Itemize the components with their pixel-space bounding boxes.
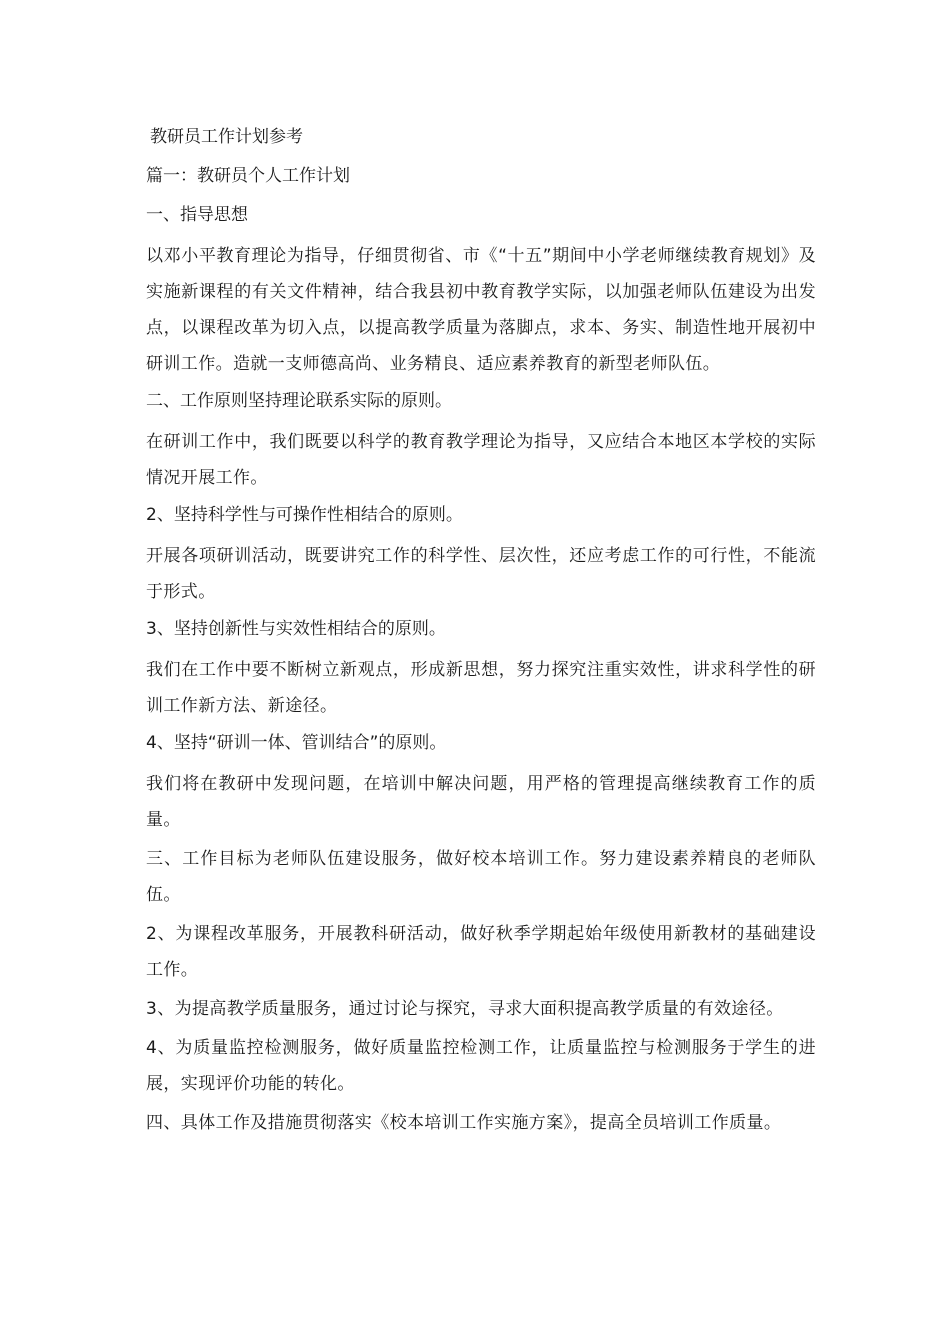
list-paragraph: 2、为课程改革服务，开展教科研活动，做好秋季学期起始年级使用新教材的基础建设工作。 [146, 924, 816, 980]
paragraph: 开展各项研训活动，既要讲究工作的科学性、层次性，还应考虑工作的可行性，不能流于形式。 [146, 546, 816, 602]
document-title: 教研员工作计划参考 [150, 127, 303, 147]
section-heading: 二、工作原则坚持理论联系实际的原则。 [146, 391, 452, 411]
paragraph: 在研训工作中，我们既要以科学的教育教学理论为指导，又应结合本地区本学校的实际情况开展工作。 [146, 432, 816, 488]
paragraph: 以邓小平教育理论为指导，仔细贯彻省、市《“十五”期间中小学老师继续教育规划》及实施新课程的有关文件精神，结合我县初中教育教学实际，以加强老师队伍建设为出发点，以课程改革为切入点，以提高教学质量为落脚点，求本、务实、制造性地开展初中研训工作。造就一支师德高尚、业务精良、适应素养教育的新型老师队伍。 [146, 246, 816, 374]
section-paragraph: 三、工作目标为老师队伍建设服务，做好校本培训工作。努力建设素养精良的老师队伍。 [146, 849, 816, 905]
paragraph: 我们将在教研中发现问题，在培训中解决问题，用严格的管理提高继续教育工作的质量。 [146, 774, 816, 830]
section-paragraph: 四、具体工作及措施贯彻落实《校本培训工作实施方案》，提高全员培训工作质量。 [146, 1113, 782, 1133]
section-heading: 篇一：教研员个人工作计划 [146, 166, 350, 186]
list-item: 3、坚持创新性与实效性相结合的原则。 [146, 619, 446, 639]
paragraph: 我们在工作中要不断树立新观点，形成新思想，努力探究注重实效性，讲求科学性的研训工作新方法、新途径。 [146, 660, 816, 716]
list-item: 2、坚持科学性与可操作性相结合的原则。 [146, 505, 463, 525]
list-paragraph: 4、为质量监控检测服务，做好质量监控检测工作，让质量监控与检测服务于学生的进展，实现评价功能的转化。 [146, 1038, 816, 1094]
section-heading: 一、指导思想 [146, 205, 248, 225]
document-content [146, 121, 816, 1144]
list-paragraph: 3、为提高教学质量服务，通过讨论与探究，寻求大面积提高教学质量的有效途径。 [146, 999, 784, 1019]
list-item: 4、坚持“研训一体、管训结合”的原则。 [146, 733, 447, 753]
